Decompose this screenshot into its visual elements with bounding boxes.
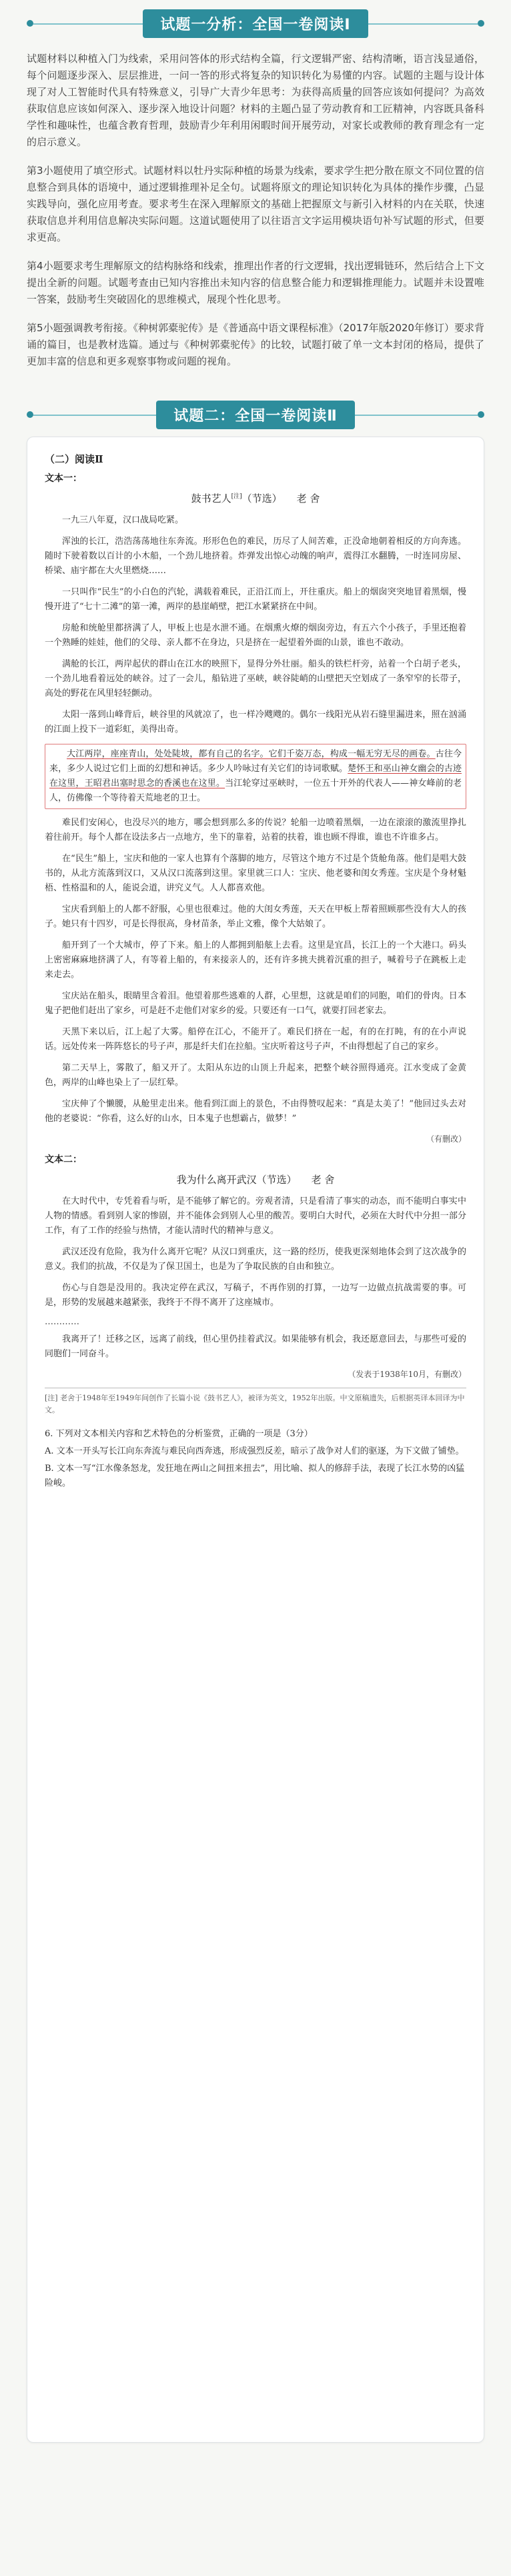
underlined-sentence: 大江两岸，座座青山，处处陡坡，都有自己的名字。它们千姿万态，构成一幅无穷无尽的画卷。 (67, 749, 436, 759)
banner-dot-right (478, 20, 484, 27)
paragraph: 第二天早上，雾散了，船又开了。太阳从东边的山顶上升起来，把整个峡谷照得通亮。江水变成了金黄色，两岸的山峰也染上了一层红晕。 (45, 1063, 466, 1088)
omission-mark: ………… (45, 1317, 79, 1327)
analysis-paragraph-1: 试题材料以种植入门为线索，采用问答体的形式结构全篇，行文逻辑严密、结构清晰，语言浅显通俗，每个问题逐步深入、层层推进，一问一答的形式将复杂的知识转化为易懂的内容。试题的主题与设计体现了对人工智能时代具有特殊意义，引导广大青少年思考：为获得高质量的回答应该如何提问？为高效获取信息应该如何深入、逐步深入地设计问题？材料的主题凸显了劳动教育和工匠精神，内容既具备科学性和趣味性，也蕴含教育哲理，鼓励青少年利用闲暇时间开展劳动，对家长或教师的教育理念有一定的启示意义。 (27, 53, 484, 148)
story-title-text: 鼓书艺人 (191, 493, 231, 505)
banner-dot-left (27, 20, 33, 27)
story-author: 老 舍 (296, 493, 320, 505)
paragraph: 房舱和统舱里都挤满了人，甲板上也是水泄不通。在烟熏火燎的烟囱旁边，有五六个小孩子，手里还抱着一个熟睡的娃娃，他们的父母、亲人都不在身边，只是挤在一起望着外面的山景，谁也不敢动。 (45, 623, 466, 648)
paragraph: 满舱的长江，两岸起伏的群山在江水的映照下，显得分外壮丽。船头的铁栏杆旁，站着一个白胡子老头，一个劲儿地看着远处的峡谷。过了一会儿，船钻进了巫峡，峡谷陡峭的山壁把天空划成了一条窄窄的长带子，高处的野花在风里轻轻颤动。 (45, 659, 466, 698)
banner-dot-left (27, 411, 33, 418)
essay-title (45, 1172, 466, 1186)
highlighted-paragraph (49, 747, 462, 806)
paragraph: 宝庆伸了个懒腰，从舱里走出来。他看到江面上的景色，不由得赞叹起来：“真是太美了！”他回过头去对他的老婆说：“你看，这么好的山水，日本鬼子也想霸占，做梦！” (45, 1099, 466, 1124)
essay-author: 老 舍 (311, 1174, 335, 1186)
paragraph: 伤心与自怨是没用的。我决定停在武汉，写稿子，不再作别的打算，一边写一边做点抗战需要的事。可是，形势的发展越来越紧张，我终于不得不离开了这座城市。 (45, 1283, 466, 1308)
banner-dot-right (478, 411, 484, 418)
option-a: A. 文本一开头写长江向东奔流与难民向西奔逃，形成强烈反差，暗示了战争对人们的驱逐，为下文做了铺垫。 (45, 1446, 464, 1456)
source-note-2: （发表于1938年10月，有删改） (348, 1370, 466, 1379)
paragraph: 在大时代中，专凭着看与听，是不能够了解它的。旁观者清，只是看清了事实的动态，而不能明白事实中人物的情感。看到别人家的惨剧，并不能体会到别人心里的酸苦。要明白大时代，必须在大时代中分担一部分工作，有了工作的经验与热情，才能认清时代的精神与意义。 (45, 1196, 466, 1236)
analysis-section (0, 35, 511, 389)
section-banner-1 (0, 12, 511, 35)
section-heading: （二）阅读Ⅱ (45, 453, 103, 465)
banner-2-title: 试题二：全国一卷阅读Ⅱ (156, 401, 355, 429)
paragraph: 一九三八年夏，汉口战局吃紧。 (62, 515, 184, 525)
banner-1-title: 试题一分析：全国一卷阅读Ⅰ (143, 9, 368, 38)
story-title-suffix: （节选） (241, 493, 282, 505)
footnote-marker: [注] (231, 493, 242, 500)
paragraph: 在“民生”船上，宝庆和他的一家人也算有个落脚的地方，尽管这个地方不过是个货舱角落。他们是唱大鼓书的，从北方流落到汉口，又从汉口流落到这里。家里就三口人：宝庆、他老婆和闺女秀莲。宝庆是个身材魁梧、性格温和的人，能说会道，讲究义气。人人都喜欢他。 (45, 854, 466, 893)
analysis-paragraph-4: 第5小题强调教考衔接。《种树郭橐驼传》是《普通高中语文课程标准》（2017年版2020年修订）要求背诵的篇目，也是教材选篇。通过与《种树郭橐驼传》的比较，试题打破了单一文本封闭的格局，提供了更加丰富的信息和更多观察事物或问题的视角。 (27, 322, 484, 367)
paragraph: 武汉还没有危险，我为什么离开它呢？从汉口到重庆，这一路的经历，使我更深刻地体会到了这次战争的意义。我们的抗战，不仅是为了保卫国土，也是为了争取民族的自由和独立。 (45, 1247, 466, 1272)
source-note-1: （有删改） (426, 1134, 466, 1144)
analysis-paragraph-3: 第4小题要求考生理解原文的结构脉络和线索，推理出作者的行文逻辑，找出逻辑链环，然后结合上下文提出全新的问题。试题考查由已知内容推出未知内容的信息整合能力和逻辑推理能力。试题并未设置唯一答案，鼓励考生突破固化的思维模式，展现个性化思考。 (27, 260, 484, 305)
text-one-label: 文本一： (45, 473, 82, 484)
footnote: [注] 老舍于1948年至1949年间创作了长篇小说《鼓书艺人》，被译为英文，1952年出版。中文原稿遗失，后根据英译本回译为中文。 (45, 1388, 466, 1416)
sentence: 古往今来，多少人说过它们上面的幻想和神话。多少人吟咏过有关它们的诗词歌赋。 (49, 749, 462, 774)
underlined-sentence: 楚怀王和巫山神女幽会的古迹在这里，王昭君出塞时思念的香溪也在这里。 (49, 764, 462, 788)
paragraph: 难民们安闲心，也没尽兴的地方，哪会想到那么多的传说？轮船一边喷着黑烟，一边在滚滚的激流里挣扎着往前开。每个人都在设法多占一点地方，坐下的靠着，站着的扶着，谁也顾不得谁，谁也不许谁多占。 (45, 818, 466, 842)
section-banner-2 (0, 403, 511, 426)
option-b: B. 文本一写“江水像条怒龙，发狂地在两山之间扭来扭去”，用比喻、拟人的修辞手法，表现了长江水势的凶猛险峻。 (45, 1464, 465, 1488)
paragraph: 船开到了一个大城市，停了下来。船上的人都拥到船舷上去看。这里是宜昌，长江上的一个大港口。码头上密密麻麻地挤满了人，有等着上船的，有来接亲人的，还有许多挑夫挑着沉重的担子，喊着号子在跳板上走来走去。 (45, 940, 466, 980)
paragraph: 浑浊的长江，浩浩荡荡地往东奔流。形形色色的难民，历尽了人间苦难，正没命地朝着相反的方向奔逃。随时下驶着数以百计的小木船，一个劲儿地挤着。炸弹发出惊心动魄的响声，震得江水翻腾，一时连同房屋、桥梁、庙宇都在大火里燃烧…… (45, 537, 466, 576)
paragraph: 太阳一落到山峰背后，峡谷里的风就凉了，也一样冷飕飕的。偶尔一线阳光从岩石缝里漏进来，照在汹涌的江面上投下一道彩虹，美得出奇。 (45, 710, 466, 734)
exam-paper (27, 437, 484, 2443)
highlighted-passage (45, 744, 466, 809)
text-two-label: 文本二： (45, 1154, 82, 1165)
sentence: 当江轮穿过巫峡时，一位五十开外的代表人——神女峰前的老人，仿佛像一个等待着天荒地老的卫士。 (49, 778, 462, 803)
analysis-paragraph-2: 第3小题使用了填空形式。试题材料以牡丹实际种植的场景为线索，要求学生把分散在原文不同位置的信息整合到具体的语境中，通过逻辑推理补足全句。试题将原文的理论知识转化为具体的操作步骤，凸显实践导向，强化应用考查。要求考生在深入理解原文的基础上把握原文与新引入材料的内在关联，快速获取信息并利用信息解决实际问题。这道试题使用了以往语言文字运用模块语句补写试题的形式，但要求更高。 (27, 165, 484, 243)
essay-title-text: 我为什么离开武汉（节选） (176, 1174, 297, 1186)
paragraph: 宝庆看到船上的人都不舒服，心里也很难过。他的大闺女秀莲，天天在甲板上帮着照顾那些没有大人的孩子。她只有十四岁，可是长得很高，身材苗条，举止文雅，像个大姑娘了。 (45, 904, 466, 929)
paragraph: 一只叫作“民生”的小白色的汽轮，满载着难民，正沿江而上，开往重庆。船上的烟囱突突地冒着黑烟，慢慢开进了“七十二滩”的第一滩，两岸的悬崖峭壁，把江水紧紧挤在中间。 (45, 587, 466, 612)
question-6: 6. 下列对文本相关内容和艺术特色的分析鉴赏，正确的一项是（3分） (45, 1429, 313, 1439)
paragraph: 天黑下来以后，江上起了大雾。船停在江心，不能开了。难民们挤在一起，有的在打盹，有的在小声说话。远处传来一阵阵悠长的号子声，那是纤夫们在拉船。宝庆听着这号子声，不由得想起了自己的家乡。 (45, 1027, 466, 1052)
paragraph: 我离开了！迁移之区，远离了前线，但心里仍挂着武汉。如果能够有机会，我还愿意回去，与那些可爱的同胞们一同奋斗。 (45, 1334, 466, 1359)
story-title (45, 491, 466, 505)
paragraph: 宝庆站在船头，眼睛里含着泪。他望着那些逃难的人群，心里想，这就是咱们的同胞，咱们的骨肉。日本鬼子把他们赶出了家乡，可是赶不走他们对家乡的爱。只要还有一口气，就要打回老家去。 (45, 991, 466, 1016)
